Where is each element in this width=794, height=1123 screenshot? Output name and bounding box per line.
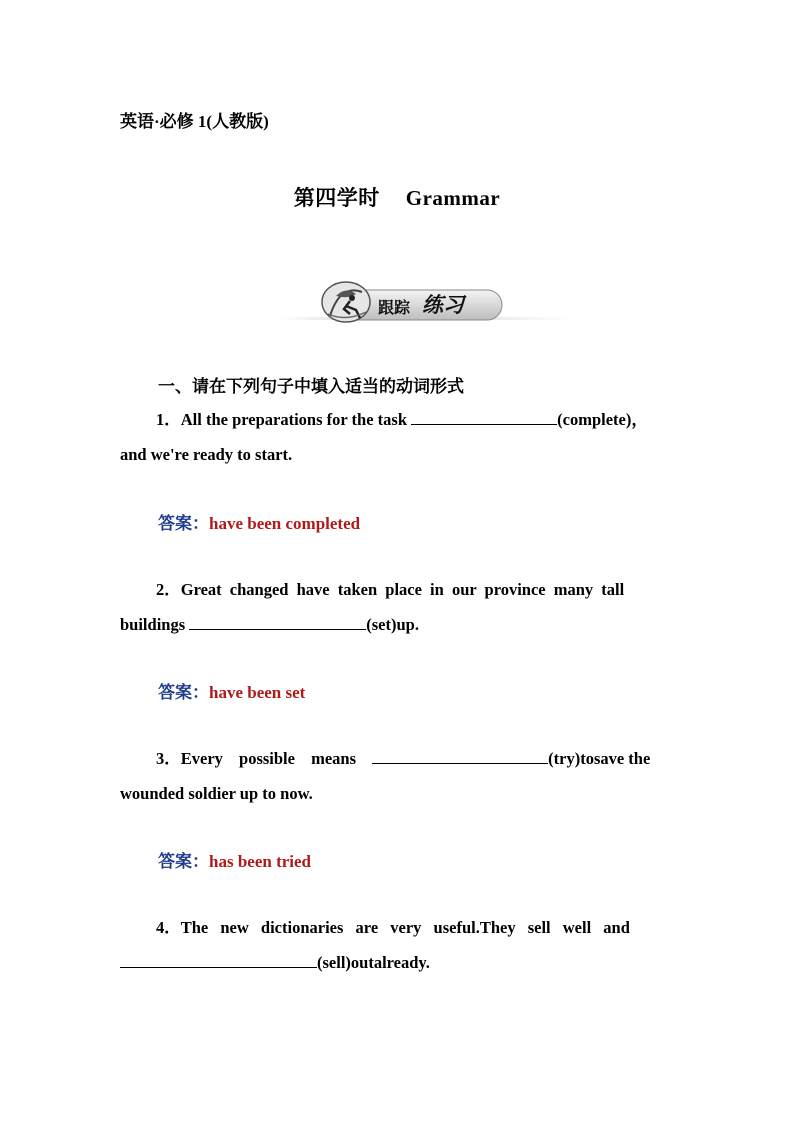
page-title bbox=[0, 182, 794, 212]
answer-1: 答案：have been completed bbox=[158, 514, 361, 533]
answer-3: 答案：has been tried bbox=[158, 852, 311, 871]
answer-blank[interactable] bbox=[411, 409, 557, 425]
question-2: 2．Great changed have taken place in our province many tall buildings (set)up. bbox=[120, 580, 625, 634]
banner-text-2: 练习 bbox=[422, 292, 464, 317]
title-english: Grammar bbox=[405, 186, 501, 210]
answer-blank[interactable] bbox=[189, 614, 366, 630]
runner-emblem-icon bbox=[322, 282, 370, 322]
question-1: 1．All the preparations for the task (complete)， and we're ready to start. bbox=[120, 410, 648, 464]
section-heading: 一、请在下列句子中填入适当的动词形式 bbox=[158, 377, 464, 396]
title-chinese: 第四学时 bbox=[293, 186, 380, 210]
answer-blank[interactable] bbox=[120, 952, 317, 968]
answer-2: 答案：have been set bbox=[158, 683, 306, 702]
answer-blank[interactable] bbox=[372, 748, 548, 764]
banner-text-1: 跟踪 bbox=[378, 298, 411, 317]
question-4: 4．The new dictionaries are very useful.They sell well and (sell)outalready. bbox=[120, 910, 676, 980]
question-3: 3．Every possible means (try)tosave the wounded soldier up to now. bbox=[120, 749, 651, 803]
practice-banner bbox=[280, 276, 570, 328]
document-header: 英语·必修 1(人教版) bbox=[120, 112, 269, 131]
